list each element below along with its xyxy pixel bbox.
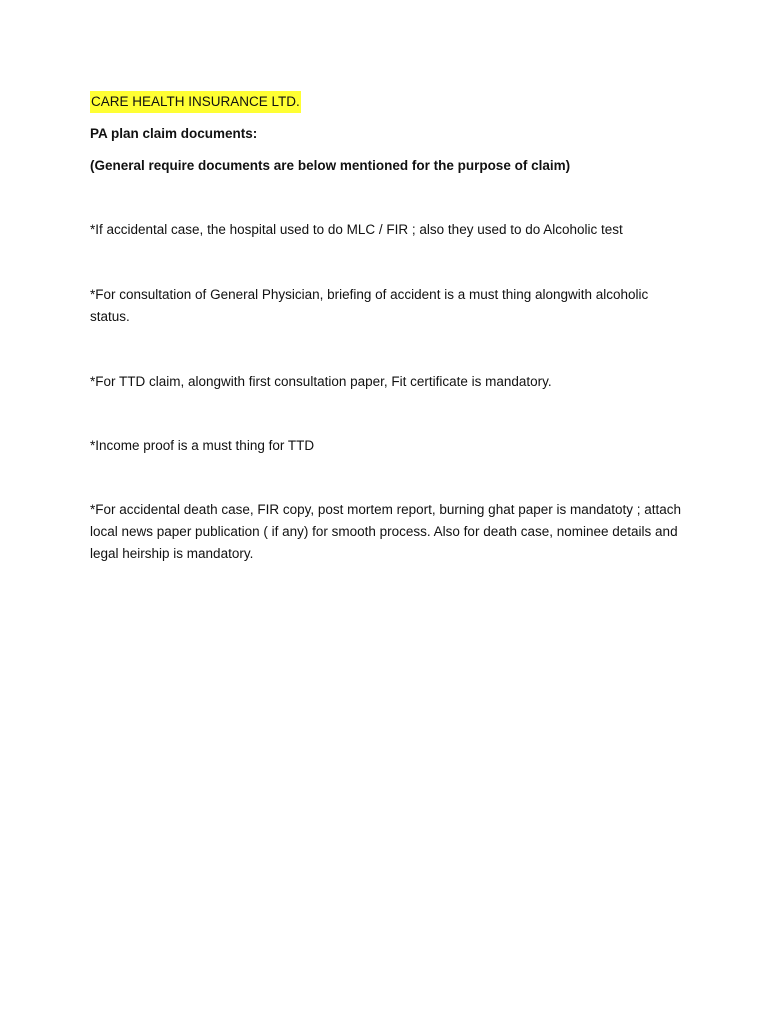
document-subheading: (General require documents are below mentioned for the purpose of claim) [90,158,571,173]
point-death-case: *For accidental death case, FIR copy, post mortem report, burning ghat paper is mandatoty ; attach local news paper publication ( if any) for smooth process. Also for death case, nominee details and legal heirship is mandatory. [90,502,682,561]
point-general-physician: *For consultation of General Physician, briefing of accident is a must thing alongwith alcoholic status. [90,287,649,324]
point-accidental-case: *If accidental case, the hospital used to do MLC / FIR ; also they used to do Alcoholic test [90,222,623,237]
document-heading: PA plan claim documents: [90,126,258,141]
point-ttd-claim: *For TTD claim, alongwith first consultation paper, Fit certificate is mandatory. [90,374,552,389]
point-income-proof: *Income proof is a must thing for TTD [90,438,315,453]
company-name: CARE HEALTH INSURANCE LTD. [90,91,301,113]
document-body [90,91,682,565]
